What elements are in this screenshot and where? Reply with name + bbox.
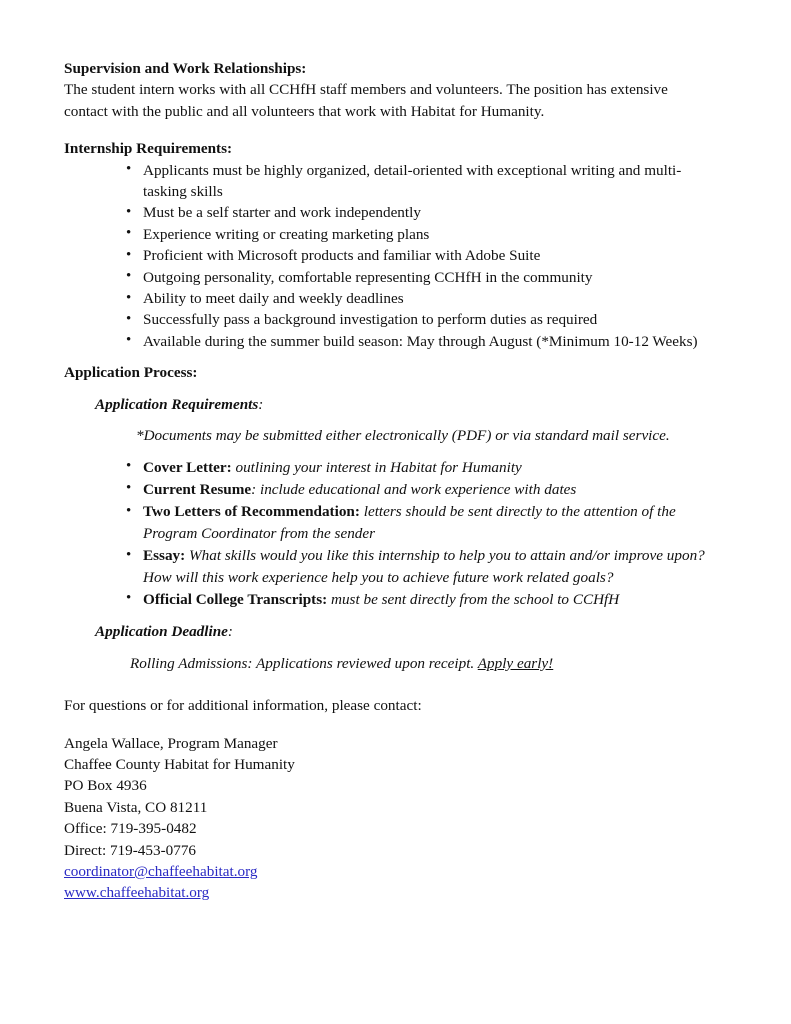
heading-application-process: Application Process: [64, 364, 198, 382]
spacer [64, 717, 713, 733]
list-item: • Proficient with Microsoft products and familiar with Adobe Suite [126, 245, 713, 266]
list-item [126, 589, 713, 610]
contact-po-box: PO Box 4936 [64, 777, 147, 795]
list-item [126, 479, 713, 500]
spacer [64, 643, 713, 653]
list-item [126, 545, 713, 588]
list-item-label: Current Resume [143, 480, 252, 498]
list-item-label: Essay: [143, 547, 186, 565]
heading-application-requirements-colon: : [258, 395, 264, 413]
list-item: • Ability to meet daily and weekly deadlines [126, 288, 713, 309]
contact-city-state-zip: Buena Vista, CO 81211 [64, 798, 208, 816]
heading-application-deadline-text: Application Deadline [95, 623, 228, 641]
contact-office-phone: Office: 719-395-0482 [64, 820, 197, 838]
heading-application-requirements [95, 394, 713, 415]
document-body [64, 58, 713, 904]
list-item-label: Two Letters of Recommendation: [143, 503, 360, 521]
list-item-label: Official College Transcripts: [143, 590, 328, 608]
heading-application-requirements-text: Application Requirements [95, 395, 259, 413]
spacer [64, 415, 713, 425]
note-submission-methods: *Documents may be submitted either electronically (PDF) or via standard mail service. [136, 427, 670, 445]
contact-block [64, 733, 713, 904]
apply-early-emphasis: Apply early! [477, 654, 554, 672]
list-item: • Applicants must be highly organized, detail-oriented with exceptional writing and multi-tasking skills [126, 160, 713, 203]
list-item [126, 457, 713, 478]
list-item-description: include educational and work experience with dates [259, 480, 577, 498]
list-item-description: What skills would you like this internship to help you to attain and/or improve upon? How will this work experience help you to achieve future work related goals? [143, 547, 705, 586]
heading-supervision: Supervision and Work Relationships: [64, 60, 307, 77]
contact-email-link[interactable]: coordinator@chaffeehabitat.org [64, 863, 258, 880]
text-contact-intro: For questions or for additional information, please contact: [64, 697, 422, 715]
list-internship-requirements [64, 160, 713, 353]
spacer [64, 611, 713, 621]
heading-application-deadline-colon: : [227, 623, 233, 641]
contact-organization: Chaffee County Habitat for Humanity [64, 755, 295, 773]
heading-internship-requirements: Internship Requirements: [64, 140, 233, 158]
contact-website-link[interactable]: www.chaffeehabitat.org [64, 884, 210, 902]
rolling-admissions-text: Rolling Admissions: Applications reviewed upon receipt. [130, 654, 475, 672]
contact-name: Angela Wallace, Program Manager [64, 734, 278, 752]
list-item-description: must be sent directly from the school to CCHfH [330, 590, 620, 608]
contact-email-line [64, 861, 713, 882]
list-item-description: outlining your interest in Habitat for Humanity [235, 458, 522, 476]
heading-application-deadline [95, 621, 713, 642]
list-item: • Available during the summer build season: May through August (*Minimum 10-12 Weeks) [126, 331, 713, 352]
list-item: • Must be a self starter and work independently [126, 202, 713, 223]
list-item [126, 501, 713, 544]
spacer [64, 674, 713, 695]
text-rolling-admissions [130, 653, 713, 674]
list-item-label-colon: : [251, 480, 257, 498]
spacer [64, 447, 713, 457]
spacer [64, 384, 713, 394]
list-application-requirements [64, 457, 713, 611]
list-item: • Successfully pass a background investigation to perform duties as required [126, 309, 713, 330]
contact-direct-phone: Direct: 719-453-0776 [64, 841, 197, 859]
spacer [64, 352, 713, 362]
spacer [64, 122, 713, 138]
contact-website-line [64, 882, 713, 903]
list-item-label: Cover Letter: [143, 458, 232, 476]
list-item-description: letters should be sent directly to the attention of the Program Coordinator from the sender [143, 503, 676, 542]
list-item: • Outgoing personality, comfortable representing CCHfH in the community [126, 267, 713, 288]
paragraph-supervision-body: The student intern works with all CCHfH staff members and volunteers. The position has extensive contact with the public and all volunteers that work with Habitat for Humanity. [64, 81, 668, 120]
list-item: • Experience writing or creating marketing plans [126, 224, 713, 245]
